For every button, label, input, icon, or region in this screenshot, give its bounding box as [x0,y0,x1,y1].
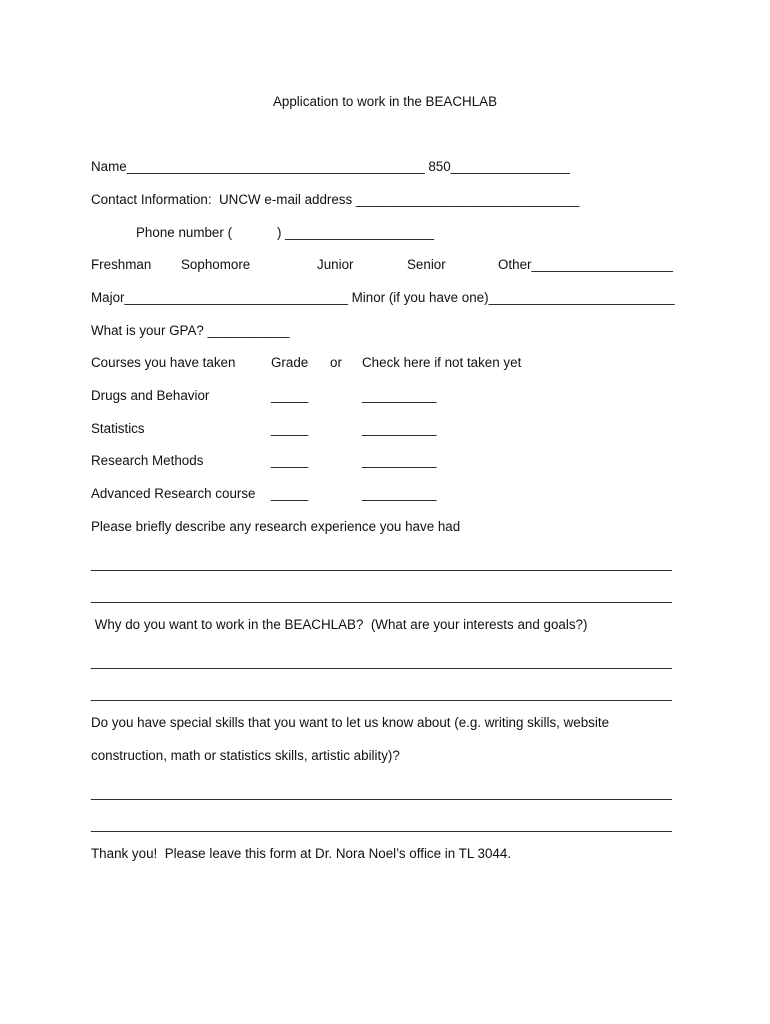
course-label: Statistics [91,421,145,436]
not-taken-blank[interactable]: __________ [362,453,437,468]
option-senior[interactable]: Senior [407,257,446,272]
grade-blank[interactable]: _____ [271,388,309,403]
not-taken-blank[interactable]: __________ [362,388,437,403]
grade-blank[interactable]: _____ [271,486,309,501]
grade-header: Grade [271,355,309,370]
contact-email-field[interactable]: Contact Information: UNCW e-mail address ______________________________ [91,192,580,207]
gpa-field[interactable]: What is your GPA? ___________ [91,323,290,338]
course-label: Advanced Research course [91,486,256,501]
skills-prompt: Do you have special skills that you want to let us know about (e.g. writing skills, website [91,715,610,730]
answer-line[interactable]: ______________________________________________________________________________ [91,588,672,603]
form-title: Application to work in the BEACHLAB [272,94,498,109]
phone-label: Phone number ( [136,225,233,240]
thank-you-note: Thank you! Please leave this form at Dr. Nora Noel’s office in TL 3044. [91,846,512,861]
grade-blank[interactable]: _____ [271,421,309,436]
or-header: or [330,355,342,370]
answer-line[interactable]: ______________________________________________________________________________ [91,817,672,832]
option-sophomore[interactable]: Sophomore [181,257,251,272]
answer-line[interactable]: ______________________________________________________________________________ [91,556,672,571]
name-field[interactable]: Name________________________________________ 850________________ [91,159,570,174]
answer-line[interactable]: ______________________________________________________________________________ [91,654,672,669]
course-label: Research Methods [91,453,204,468]
not-taken-blank[interactable]: __________ [362,486,437,501]
answer-line[interactable]: ______________________________________________________________________________ [91,686,672,701]
option-junior[interactable]: Junior [317,257,354,272]
why-prompt: Why do you want to work in the BEACHLAB? (What are your interests and goals?) [91,617,588,632]
course-label: Drugs and Behavior [91,388,210,403]
major-minor-field[interactable]: Major______________________________ Minor (if you have one)_________________________ [91,290,675,305]
option-other-field[interactable]: Other___________________ [498,257,673,272]
not-taken-blank[interactable]: __________ [362,421,437,436]
research-experience-prompt: Please briefly describe any research experience you have had [91,519,461,534]
phone-field[interactable]: ) ____________________ [277,225,435,240]
skills-prompt-continued: construction, math or statistics skills, artistic ability)? [91,748,400,763]
courses-header: Courses you have taken [91,355,236,370]
option-freshman[interactable]: Freshman [91,257,152,272]
grade-blank[interactable]: _____ [271,453,309,468]
check-header: Check here if not taken yet [362,355,522,370]
answer-line[interactable]: ______________________________________________________________________________ [91,785,672,800]
